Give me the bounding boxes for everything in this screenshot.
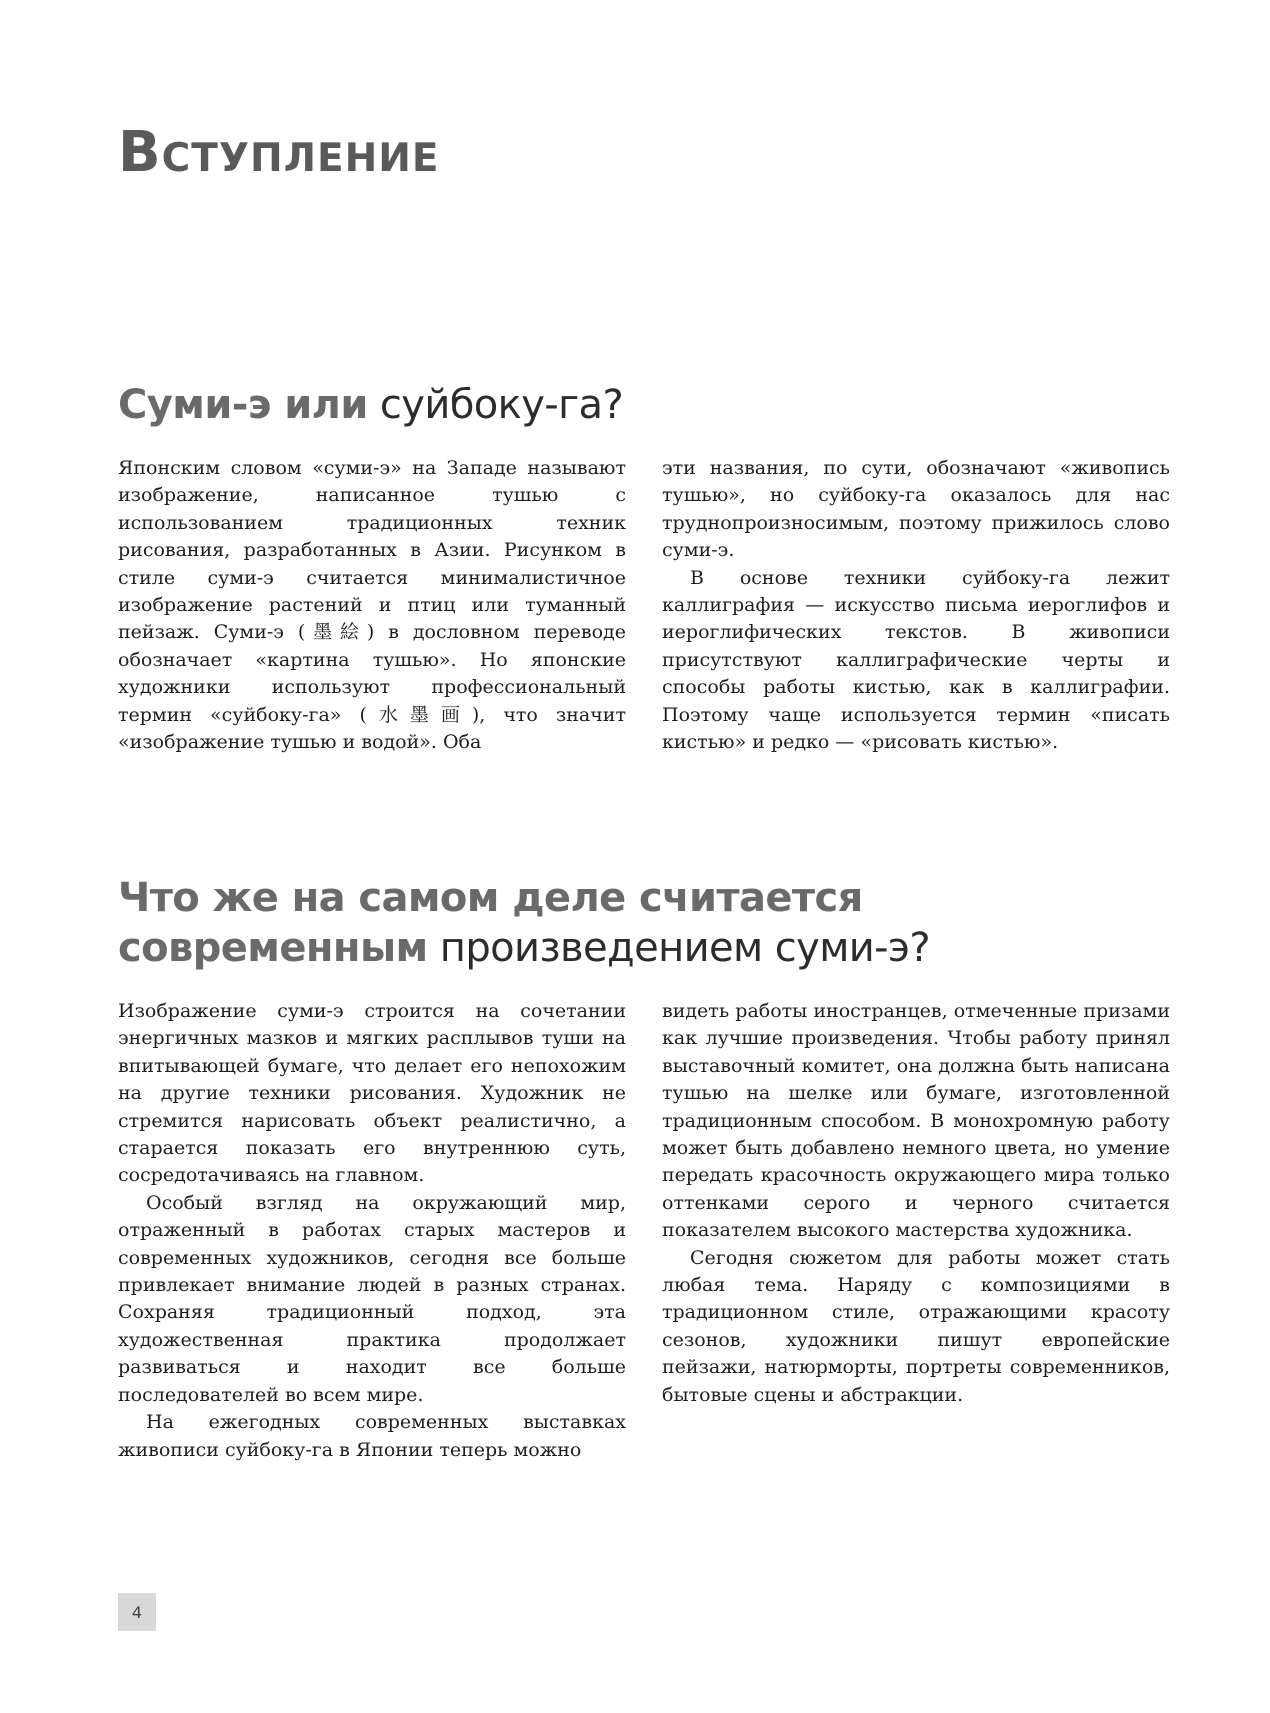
section-heading-modern — [118, 873, 930, 973]
heading-regular-part: суйбоку-га? — [379, 382, 624, 428]
section-modern-body — [118, 998, 1170, 1464]
text-column-left — [118, 455, 626, 756]
section-heading-sumie — [118, 380, 623, 430]
heading-bold-line: Что же на самом деле считается — [118, 875, 863, 921]
paragraph: В основе техники суйбоку-га лежит каллиграфия — искусство письма иероглифов и иероглифических текстов. В живописи присутствуют каллиграфические черты и способы работы кистью, как в каллиграфии. Поэтому чаще используется термин «писать кистью» и редко — «рисовать кистью». — [662, 566, 1170, 754]
heading-bold-part: Суми-э или — [118, 382, 368, 428]
paragraph: Особый взгляд на окружающий мир, отраженный в работах старых мастеров и современных художников, сегодня все больше привлекает внимание людей в разных странах. Сохраняя традиционный подход, эта художественная практика продолжает развиваться и находит все больше последователей во всем мире. — [118, 1191, 626, 1406]
text-column-right — [662, 998, 1170, 1464]
paragraph: эти названия, по сути, обозначают «живопись тушью», но суйбоку-га оказалось для нас труднопроизносимым, поэтому прижилось слово суми-э. — [662, 457, 1170, 562]
paragraph: На ежегодных современных выставках живописи суйбоку-га в Японии теперь можно — [118, 1411, 626, 1461]
text-column-right — [662, 455, 1170, 756]
section-sumie-body — [118, 455, 1170, 756]
paragraph: Сегодня сюжетом для работы может стать любая тема. Наряду с композициями в традиционном стиле, отражающими красоту сезонов, художники пишут европейские пейзажи, натюрморты, портреты современников, бытовые сцены и абстракции. — [662, 1246, 1170, 1406]
heading-regular-part: произведением суми-э? — [439, 925, 930, 971]
paragraph: Изображение суми-э строится на сочетании энергичных мазков и мягких расплывов туши на впитывающей бумаге, что делает его непохожим на другие техники рисования. Художник не стремится нарисовать объект реалистично, а старается показать его внутреннюю суть, сосредотачиваясь на главном. — [118, 1000, 626, 1187]
paragraph: Японским словом «суми-э» на Западе называют изображение, написанное тушью с использованием традиционных техник рисования, разработанных в Азии. Рисунком в стиле суми-э считается минималистичное изображение растений и птиц или туманный пейзаж. Суми-э (墨絵) в дословном переводе обозначает «картина тушью». Но японские художники используют профессиональный термин «суйбоку-га» (水墨画), что значит «изображение тушью и водой». Оба — [118, 457, 626, 754]
paragraph: видеть работы иностранцев, отмеченные призами как лучшие произведения. Чтобы работу принял выставочный комитет, она должна быть написана тушью на шелке или бумаге, изготовленной традиционным способом. В монохромную работу может быть добавлено немного цвета, но умение передать красочность окружающего мира только оттенками серого и черного считается показателем высокого мастерства художника. — [662, 1000, 1170, 1242]
page-title: Вступление — [118, 120, 440, 185]
text-column-left — [118, 998, 626, 1464]
heading-bold-part: современным — [118, 925, 428, 971]
page-number-badge: 4 — [118, 1593, 156, 1631]
